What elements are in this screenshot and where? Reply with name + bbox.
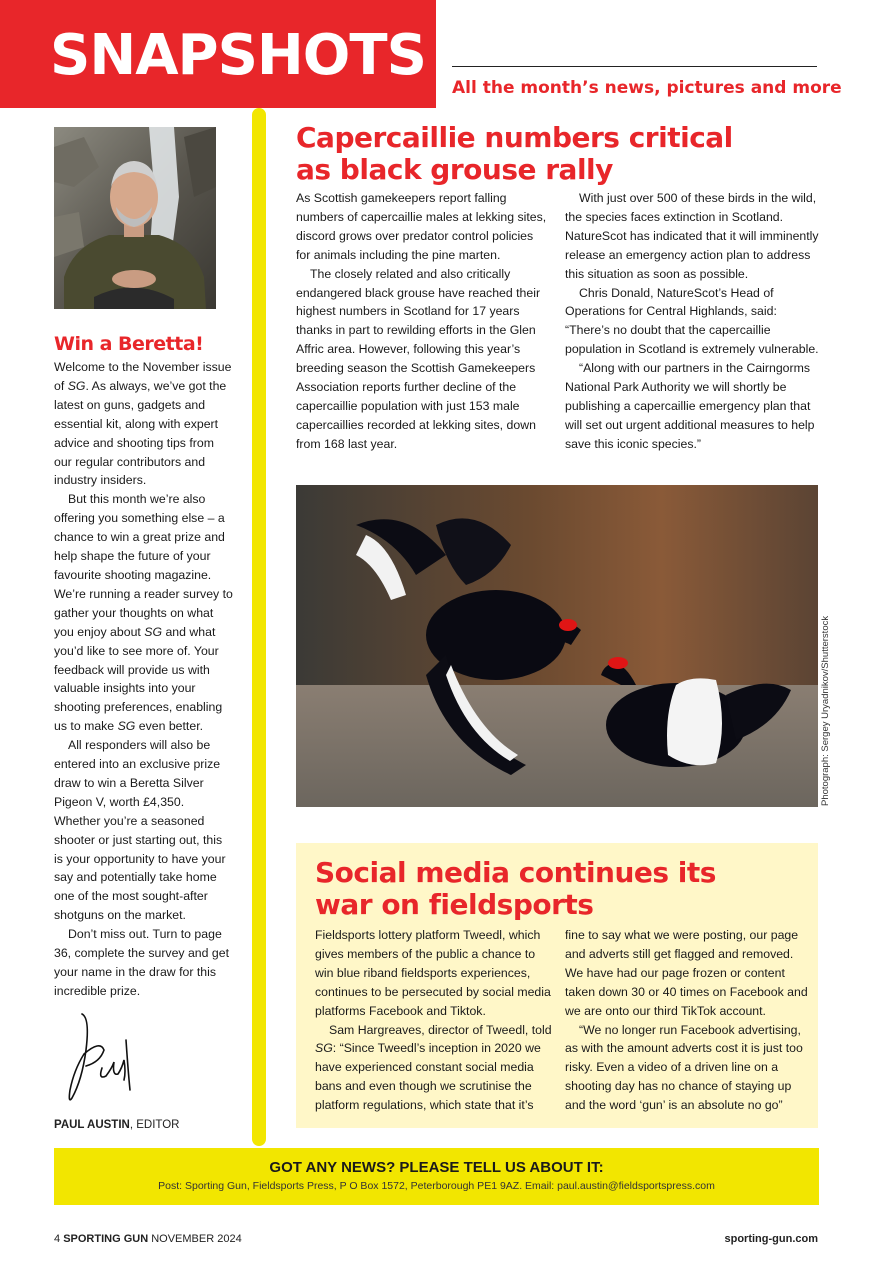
tagline: All the month’s news, pictures and more [452, 78, 842, 98]
article2-paragraph: Fieldsports lottery platform Tweedl, which gives members of the public a chance to win blue riband fieldsports experiences, continues to be persecuted by social media platforms Facebook and Tiktok. [315, 928, 551, 1018]
article2-paragraph: “We no longer run Facebook advertising, as with the amount adverts cost it is just too risky. Even a video of a driven line on a shooting day has no chance of staying up and the word ‘gun’ is an absolute no go” [565, 1022, 803, 1113]
article1-paragraph: As Scottish gamekeepers report falling numbers of capercaillie males at lekking sites, discord grows over predator control policies for animals including the pine marten. [296, 191, 547, 262]
editor-letter-paragraph: All responders will also be entered into an exclusive prize draw to win a Beretta Silver Pigeon V, worth £4,350. Whether you’re a seasoned shooter or just starting out, this is your opportunity to have your say and potentially take home one of the most sought-after shotguns on the market. [54, 738, 226, 923]
article1-column-2 [565, 189, 823, 454]
editor-photo [54, 127, 216, 309]
article2-headline: Social media continues its war on fieldsports [315, 856, 716, 921]
column-divider-bar [252, 108, 266, 1146]
news-box-headline: GOT ANY NEWS? PLEASE TELL US ABOUT IT: [269, 1159, 604, 1176]
website-link[interactable]: sporting-gun.com [724, 1233, 818, 1245]
section-banner [0, 0, 436, 108]
article1-column-1 [296, 189, 548, 454]
editor-letter [54, 358, 234, 1001]
news-box-contact: Post: Sporting Gun, Fieldsports Press, P O Box 1572, Peterborough PE1 9AZ. Email: paul.austin@fieldsportspress.com [158, 1180, 715, 1192]
section-title: SNAPSHOTS [50, 23, 426, 88]
editor-letter-paragraph: Welcome to the November issue of SG. As always, we’ve got the latest on guns, gadgets and essential kit, along with expert advice and shooting tips from our regular contributors and industry insiders. [54, 360, 232, 488]
article1-headline: Capercaillie numbers critical as black grouse rally [296, 121, 733, 186]
article1-paragraph: With just over 500 of these birds in the wild, the species faces extinction in Scotland. NatureScot has indicated that it will imminently release an emergency action plan to address this situation as soon as possible. [565, 191, 819, 281]
article2-paragraph: Sam Hargreaves, director of Tweedl, told SG: “Since Tweedl’s inception in 2020 we have experienced constant social media bans and even though we scrutinise the platform regulations, which state that it’s [315, 1022, 552, 1113]
editor-letter-paragraph: Don’t miss out. Turn to page 36, complete the survey and get your name in the draw for this incredible prize. [54, 927, 229, 998]
editor-name: PAUL AUSTIN [54, 1119, 130, 1131]
article1-paragraph: The closely related and also critically endangered black grouse have reached their highest numbers in Scotland for 17 years thanks in part to rewilding efforts in the Glen Affric area. However, following this year’s breeding season the Scottish Gamekeepers Association reports further decline of the capercaillie population with just 153 male capercaillies recorded at lekking sites, down from 168 last year. [296, 266, 541, 451]
sidebar-title: Win a Beretta! [54, 333, 204, 355]
magazine-name: SPORTING GUN [63, 1233, 149, 1245]
article2-column-1 [315, 926, 553, 1115]
page-footer [54, 1233, 242, 1245]
page-number: 4 [54, 1233, 61, 1245]
editor-letter-paragraph: But this month we’re also offering you something else – a chance to win a great prize and help shape the future of your favourite shooting magazine. We’re running a reader survey to gather your thoughts on what you enjoy about SG and what you’d like to see more of. Your feedback will provide us with valuable insights into your shooting preferences, enabling us to make SG even better. [54, 492, 233, 734]
issue-date: NOVEMBER 2024 [151, 1233, 242, 1245]
news-submission-box [54, 1148, 819, 1205]
article1-paragraph: Chris Donald, NatureScot’s Head of Operations for Central Highlands, said: “There’s no doubt that the capercaillie population in Scotland is extremely vulnerable. [565, 285, 819, 357]
editor-role: , EDITOR [129, 1119, 180, 1131]
tagline-rule [452, 66, 817, 67]
editor-credit [54, 1119, 179, 1131]
editor-signature [60, 1010, 140, 1106]
article1-paragraph: “Along with our partners in the Cairngorms National Park Authority we will shortly be publishing a capercaillie emergency plan that will set out urgent additional measures to help save this iconic species.” [565, 361, 815, 451]
article2-column-2 [565, 926, 813, 1115]
black-grouse-photo [296, 485, 818, 807]
photo-credit: Photograph: Sergey Uryadnikov/Shutterstock [820, 615, 831, 806]
article2-paragraph: fine to say what we were posting, our page and adverts still get flagged and removed. We have had our page frozen or content taken down 30 or 40 times on Facebook and we are onto our third TikTok account. [565, 928, 808, 1018]
